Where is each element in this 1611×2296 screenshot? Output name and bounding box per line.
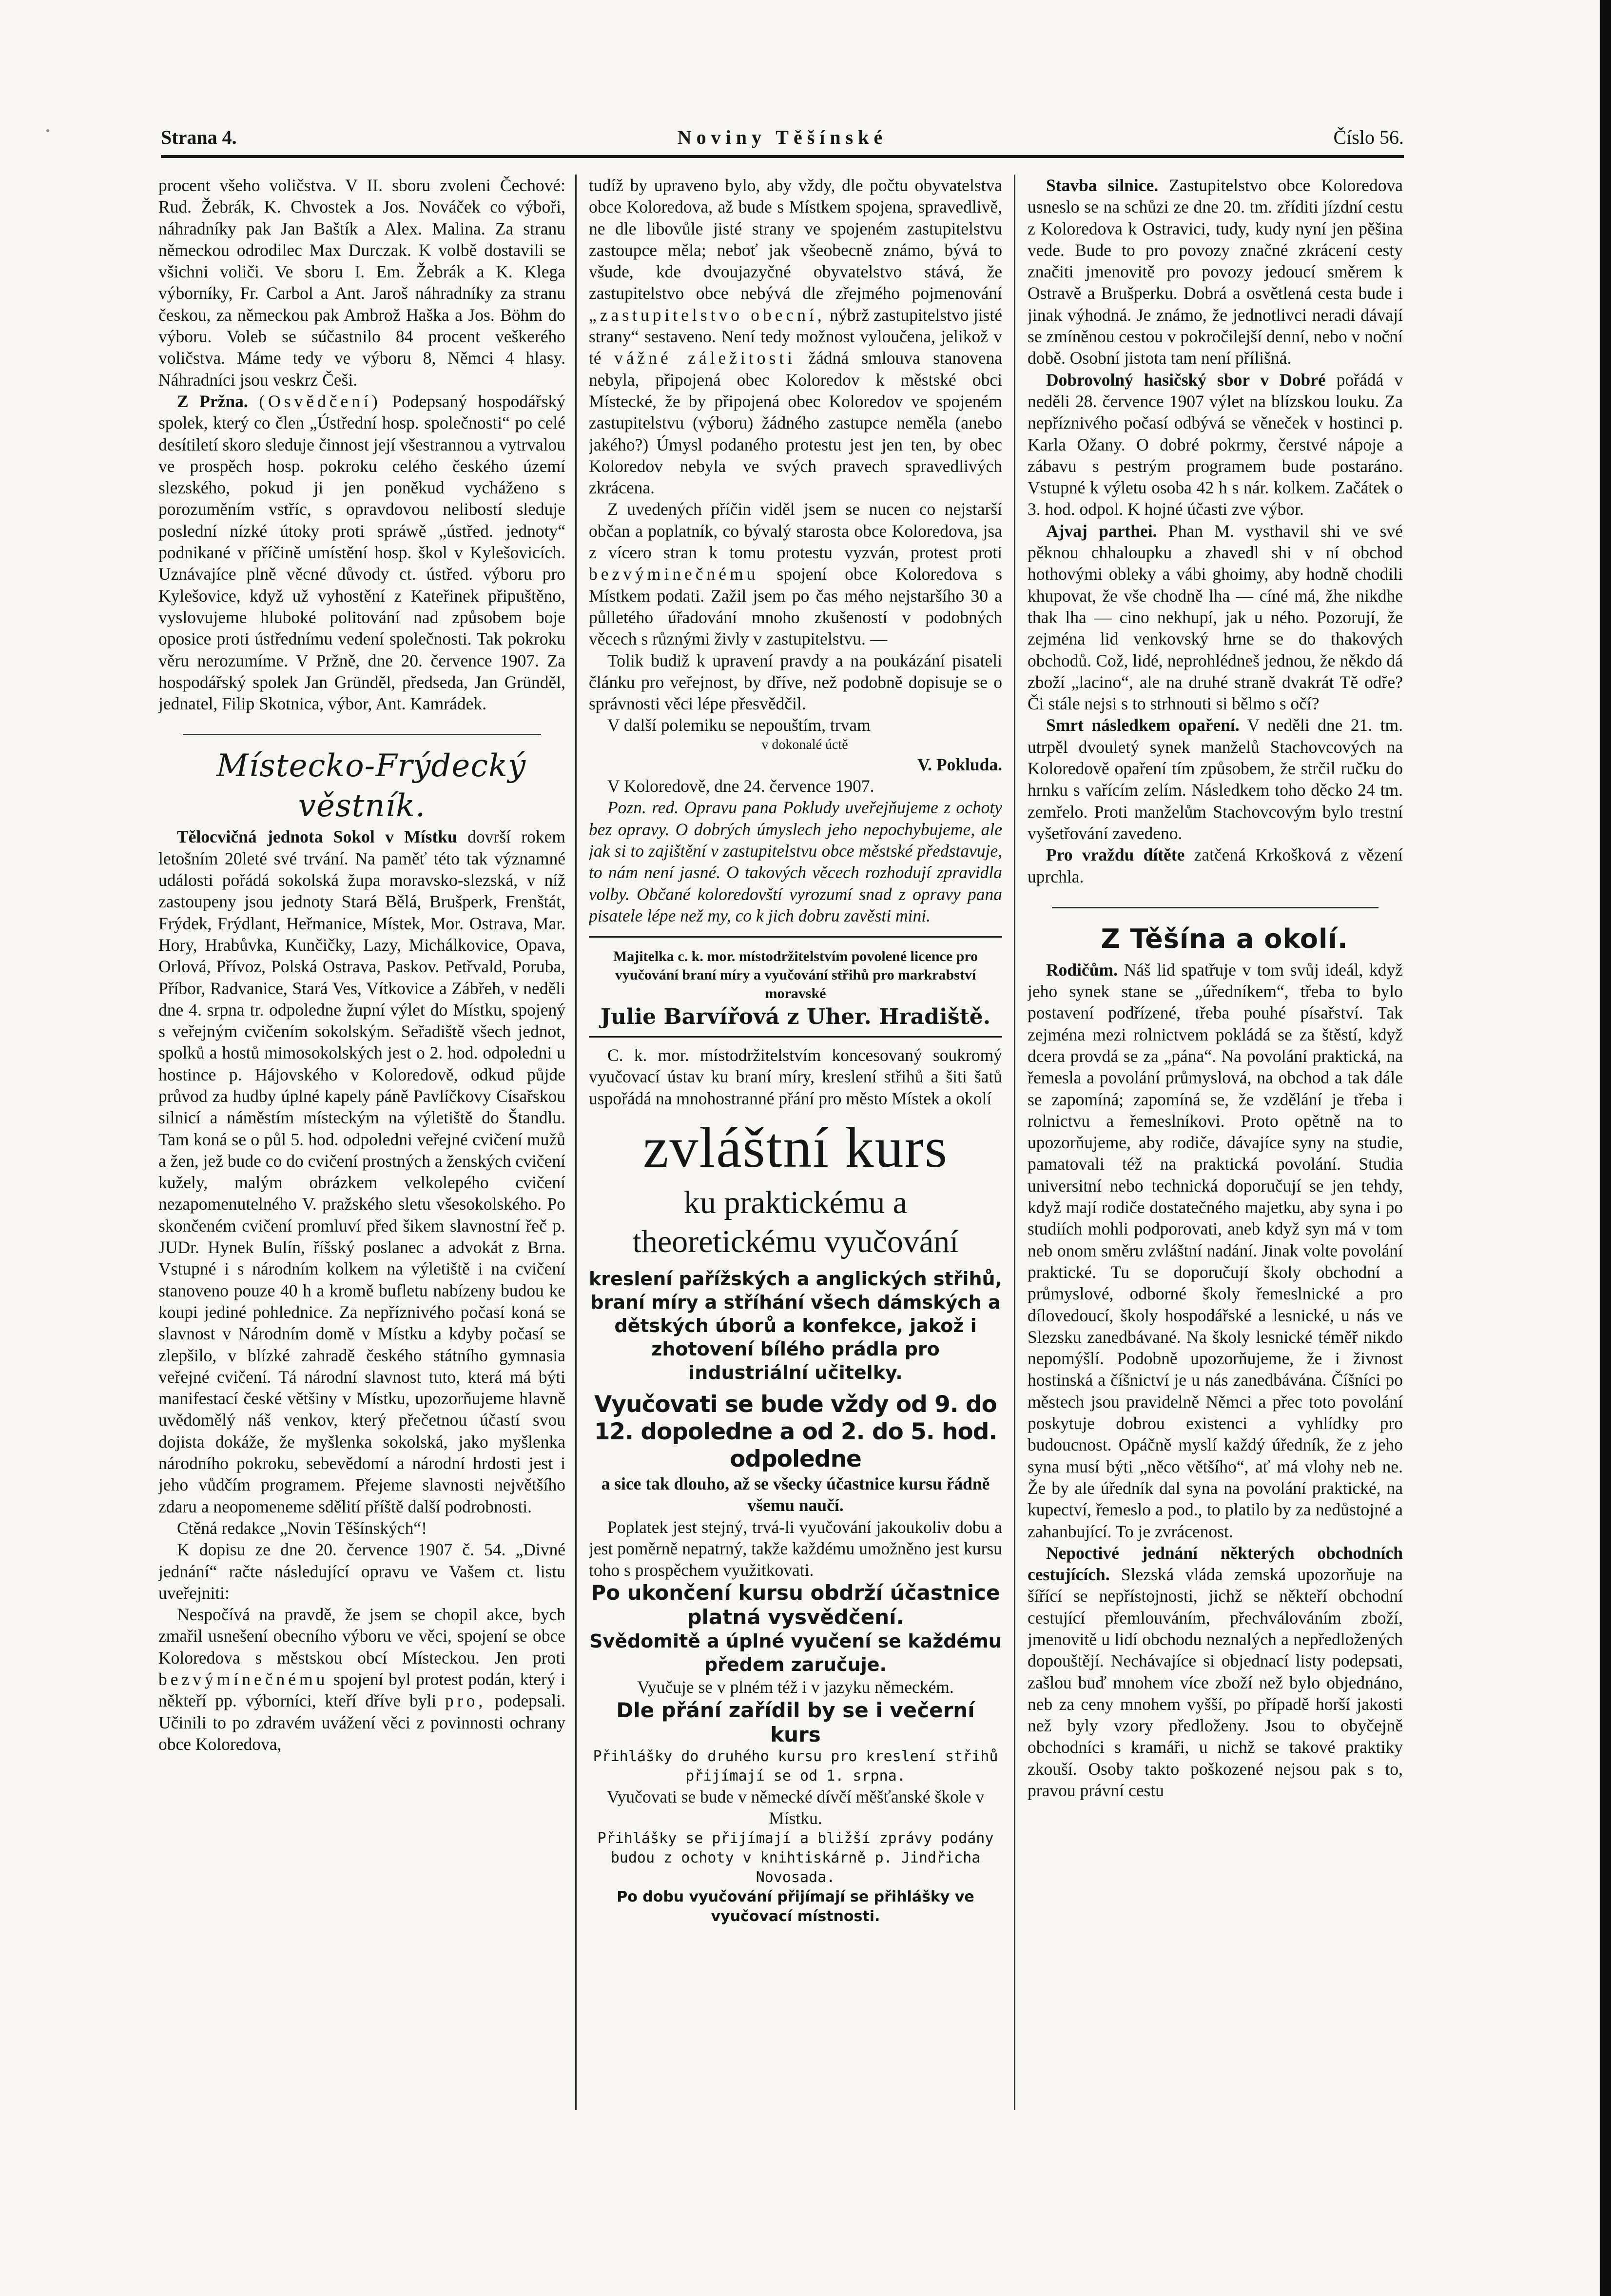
editorial-note: Pozn. red. Opravu pana Pokludy uveřejňujeme z ochoty bez opravy. O dobrých úmyslech jeho nepochybujeme, ale jak si to zajištění v zastupitelstvu obce městské představuje, to nám není jasné. O takových věcech rozhodují zpravidla volby. Občané koloredovští vyrozumí snad z opravy pana pisatele lépe než my, co k jich dobru zavěsti mini. <box>589 798 1002 925</box>
page-header <box>161 122 1404 151</box>
header-rule <box>161 155 1404 158</box>
article-firefighters <box>1028 369 1403 520</box>
ad-headline: zvláštní kurs <box>643 1115 948 1179</box>
scan-speck <box>46 129 49 132</box>
article-lead: Pro vraždu dítěte <box>1046 845 1185 865</box>
letter-text: spojení byl protest podán, který i někteří pp. výborníci, kteří dříve byli <box>158 1669 565 1711</box>
letter-paragraph <box>589 498 1002 649</box>
spaced-text: vážné záležitosti <box>614 348 796 368</box>
letter-text: Nespočívá na pravdě, že jsem se chopil akce, bych zmařil usnešení obecního výboru ve věci, spojení se obce Koloredova s městskou obcí Místeckou. Jen proti <box>158 1605 565 1668</box>
article-road <box>1028 175 1403 369</box>
letter-intro: K dopisu ze dne 20. července 1907 č. 54. „Divné jednání“ račte následující opravu ve Vašem ct. listu uveřejniti: <box>158 1540 565 1603</box>
ad-location: Vyučovati se bude v německé dívčí měšťanské škole v Místku. <box>606 1786 985 1828</box>
section-divider <box>183 734 541 735</box>
ad-duration: a sice tak dlouho, až se všecky účastnice kursu řádně všemu naučí. <box>601 1473 990 1515</box>
ad-certificate: Po ukončení kursu obdrží účastnice platná vysvědčení. <box>591 1581 1000 1629</box>
letter-text: podepsali. Učinili to po zdravém uvážení věci z povinnosti ochrany obce Koloredova, <box>158 1691 565 1754</box>
spaced-text: pro, <box>445 1691 486 1711</box>
ad-schedule: Vyučovati se bude vždy od 9. do 12. dopoledne a od 2. do 5. hod. odpoledne <box>594 1391 997 1472</box>
column-rule-2 <box>1014 175 1015 2110</box>
ad-guarantee: Svědomitě a úplné vyučení se každému předem zaručuje. <box>589 1630 1002 1676</box>
article-lead: Stavba silnice. <box>1046 176 1159 195</box>
article-body: zatčená Krkošková z vězení uprchla. <box>1028 845 1403 886</box>
ad-inner-divider <box>589 1036 1002 1038</box>
column-3 <box>1028 175 1403 2271</box>
article-lead: Nepoctivé jednání některých obchodních cestujících. <box>1028 1543 1403 1585</box>
article-parents <box>1028 959 1403 1542</box>
article-lead: Smrt následkem opaření. <box>1046 715 1240 735</box>
letter-place-date: V Koloredově, dne 24. července 1907. <box>607 776 874 796</box>
ad-subheadline: ku praktickému a theoretickému vyučování <box>632 1184 959 1259</box>
article-body: Náš lid spatřuje v tom svůj ideál, když jeho synek stane se „úředníkem“, třeba to bylo postavení podřízené, třeba pouhé písařství. Tak zejména mezi rolnictvem pokládá se za štěstí, když dcera provdá se za „pána“. Na povolání praktická, na řemesla a povolání průmyslová, na obchod a tak dále se zapomíná; zapomíná se, že vzdělání je třeba i rolnictvu a řemeslníkovi. Proto opětně na to upozorňujeme, aby rodiče, dávajíce syny na studie, pamatovali též na praktická povolání. Studia universitní nebo technická doporučují se jen tehdy, když mají rodiče dostatečného majetku, aby syna i po studiích mohli podporovati, aneb když syn má v tom neb onom směru zvláštní nadání. Jinak volte povolání praktické. Tu se doporučují školy obchodní a průmyslové, odborné školy řemeslnické a pro dílovedoucí, školy hospodářské a lesnické, u nás ve Slezsku zanedbávané. Na školy lesnické téměř nikdo nepomýšlí. Podobně upozorňujeme, že i živnost hostinská a číšnictví je u nás zanedbávána. Číšníci po městech jsou pravidelně Němci a přec toto povolání poskytuje dobrou existenci a vyhlídky pro budoucnost. Opáčně myslí každý úředník, že z jeho syna musí býti „něco většího“, ať má vlohy neb ne. Že by ale úředník dal syna na povolání praktické, na kupectví, řemeslo a pod., to platilo by za nedůstojné a zahanbující. To je zvrácenost. <box>1028 960 1403 1541</box>
letter-salutation: Ctěná redakce „Novin Těšínských“! <box>177 1518 427 1538</box>
letter-closing: V další polemiku se nepouštím, trvam <box>607 715 871 735</box>
spaced-text: (Osvědčení) <box>259 391 381 411</box>
letter-body <box>158 1604 565 1755</box>
article-body: Zastupitelstvo obce Koloredova usneslo se na schůzi ze dne 20. tm. zříditi jízdní cestu z Koloredova k Ostravici, tudy, kudy nyní jen pěšina vede. Bude to pro povozy značné zkrácení cesty značiti jmenovitě pro povozy jedoucí směrem k Ostravě a Brušperku. Dobrá a osvětlená cesta bude i jinak výhodná. Je známo, že jednotlivci neradi dávají se zmíněnou cestou v pokročilejší denní, nebo v noční době. Osobní jistota tam není přílišná. <box>1028 176 1403 368</box>
letter-signature: V. Pokluda. <box>917 754 1002 774</box>
ad-divider <box>589 936 1002 938</box>
ad-course-content: kreslení pařížských a anglických střihů, braní míry a stříhání všech dámských a dětských úborů a konfekce, jakož i zhotovení bílého prádla pro industriální učitelky. <box>589 1268 1002 1383</box>
scan-edge <box>1600 0 1611 2296</box>
ad-registration-place: Po dobu vyučování přijímají se přihlášky ve vyučovací místnosti. <box>617 1888 974 1925</box>
ad-intro: Majitelka c. k. mor. místodržitelstvím povolené licence pro vyučování braní míry a vyučování střihů pro markrabství moravské <box>613 948 978 1002</box>
column-1 <box>158 175 565 2271</box>
article-lead: Tělocvičná jednota Sokol v Místku <box>177 827 457 847</box>
letter-text: nýbrž zastupitelstvo jisté strany“ sestaveno. Není tedy možnost vyloučena, jelikož v té <box>589 305 1002 368</box>
letter-closing-formula: v dokonalé úctě <box>761 737 848 752</box>
letter-text: spojení obce Koloredova s Místkem podati. Zažil jsem po čas mého nejstaršího 30 a půlletého úřadování mnoho zkušeností v podobných věcech s různými živly v zastupitelstvu. — <box>589 564 1002 649</box>
letter-text: tudíž by upraveno bylo, aby vždy, dle počtu obyvatelstva obce Koloredova, až bude s Místkem spojena, spravedlivě, ne dle libovůle jisté strany ve spojeném zastupitelstvu zastoupce měla; neboť jak všeobecně známo, bývá to všude, kde dvoujazyčné obyvatelstvo stává, že zastupitelstvo obce nebývá dle zřejmého pojmenování <box>589 176 1002 303</box>
ad-fee: Poplatek jest stejný, trvá-li vyučování jakoukoliv dobu a jest poměrně nepatrný, takže každému umožněno jest kursu toho s prospěchem využitkovati. <box>589 1517 1002 1580</box>
article-election-end: procent všeho voličstva. V II. sboru zvoleni Čechové: Rud. Žebrák, K. Chvostek a Jos. Nováček co výboři, náhradníky pak Jan Baštík a Alex. Malina. Za stranu německou odrodilec Max Durczak. K volbě dostavili se všichni voliči. Ve sboru I. Em. Žebrák a K. Klega výborníky, Fr. Carbol a Ant. Jaroš náhradníky za stranu českou, za německou pak Ambrož Haška a Jos. Böhm do výboru. Voleb se súčastnilo 84 procent veškerého voličstva. Máme tedy ve výboru 8, Němci 4 hlasy. Náhradníci jsou veskrz Češi. <box>158 176 565 390</box>
issue-number: Číslo 56. <box>1333 126 1404 148</box>
spaced-text: bezvýminečnému <box>589 564 759 584</box>
article-murder <box>1028 844 1403 887</box>
article-body: Phan M. vysthavil shi ve své pěknou chhaloupku a zhavedl shi v ní obchod hothovými obleky a vábi ghoimy, aby hodně chodili khupovat, že vše chodně lha — cíné má, žhe nikdhe thak lha — cino nekhupí, jak u ného. Pozorují, že zejména lid venkovský hrne se do thakových obchodů. Což, lidé, neprohlédneš jednou, že někdo dá zboží „lacino“, ale na druhé straně dvakrát Tě odře? Či stále nejsi s to strhnouti si bělmo s očí? <box>1028 521 1403 714</box>
letter-text: žádná smlouva stanovena nebyla, připojená obec Koloredov k městské obci Místecké, že by připojená obec Koloredov ve spojeném zastupitelstvu (výboru) žádného zastupce neměla (anebo jakého?) Úmysl podaného protestu jest jen ten, by obec Koloredov nebyla ve svých pravech spravedlivých zkrácena. <box>589 348 1002 498</box>
ad-registration: Přihlášky do druhého kursu pro kreslení střihů přijímají se od 1. srpna. <box>593 1747 998 1785</box>
article-lead: Dobrovolný hasičský sbor v Dobré <box>1046 370 1326 390</box>
spaced-text: bezvýmínečnému <box>158 1669 329 1689</box>
article-ajvaj <box>1028 520 1403 715</box>
column-2 <box>589 175 1002 2271</box>
article-lead: Z Pržna. <box>177 391 248 411</box>
ad-info: Přihlášky se přijímají a bližší zprávy podány budou z ochoty v knihtiskárně p. Jindřicha Novosada. <box>597 1830 994 1886</box>
article-body: pořádá v neděli 28. července 1907 výlet na blízskou louku. Za nepříznivého počasí odbývá se věneček v hostinci p. Karla Ožany. O dobré pokrmy, čerstvé nápoje a zábavu s pestrým programem bude postaráno. Vstupné k výletu osoba 42 h s nár. kolkem. Začátek o 3. hod. odpol. K hojné účasti zve výbor. <box>1028 370 1403 519</box>
page-number: Strana 4. <box>161 126 237 148</box>
section-divider <box>1052 907 1378 908</box>
ad-owner: Julie Barvířová z Uher. Hradiště. <box>600 1004 991 1030</box>
article-sokol <box>158 826 565 1517</box>
article-salesmen <box>1028 1542 1403 1802</box>
article-lead: Rodičům. <box>1046 960 1118 980</box>
article-przno <box>158 391 565 714</box>
article-lead: Ajvaj parthei. <box>1046 521 1157 541</box>
letter-paragraph: Tolik budiž k upravení pravdy a na poukázání pisateli článku pro veřejnost, by dříve, než podobně dopisuje se o správnosti věci lépe přesvědčil. <box>589 650 1002 714</box>
article-body: Podepsaný hospodářský spolek, který co člen „Ústřední hosp. společnosti“ po celé desítiletí skoro sleduje činnost její všestrannou a vytrvalou ve prospěch hosp. pokroku celého českého území slezského, pokud ji jen poněkud vycháženo s porozuměním vstříc, s opravdovou nelibostí sleduje poslední nízké útoky proti spráwě „ústřed. jednoty“ podnikané v příčině umístění hosp. škol v Kylešovicích. Uznávajíce plně věcné důvody ct. ústřed. výboru pro Kylešovice, když už vyhostění z Kateřinek připuštěno, vyslovujeme hluboké politování nad způsobem boje oposice proti ústřednímu vedení společnosti. Tak pokroku věru nerozumíme. V Pržně, dne 20. července 1907. Za hospodářský spolek Jan Gründěl, předseda, Jan Gründěl, jednatel, Filip Skotnica, výbor, Ant. Kamrádek. <box>158 391 565 714</box>
ad-language: Vyučuje se v plném též i v jazyku německém. <box>637 1677 954 1697</box>
letter-continuation <box>589 175 1002 498</box>
article-body: V neděli dne 21. tm. utrpěl dvouletý synek manželů Stachovcových na Koloredově opaření tím způsobem, že strčil ručku do hrnku s vařícím zelím. Následkem toho děcko 24 tm. zemřelo. Proti manželům Stachovcovým bylo trestní vyšetřování zavedeno. <box>1028 715 1403 843</box>
section-title-mistecko: Místecko-Frýdecký věstník. <box>216 748 526 824</box>
section-title-tesin: Z Těšína a okolí. <box>1101 923 1348 954</box>
advertisement <box>589 947 1002 1926</box>
spaced-text: „zastupitelstvo obecní, <box>589 305 825 325</box>
ad-evening-course: Dle přání zařídil by se i večerní kurs <box>616 1698 975 1747</box>
letter-text: Z uvedených příčin viděl jsem se nucen co nejstarší občan a poplatník, co bývalý starosta obce Koloredova, jsa z vícero stran k tomu protestu vyzván, protest proti <box>589 499 1002 563</box>
article-body: dovrší rokem letošním 20leté své trvání. Na paměť této tak významné události pořádá sokolská župa moravsko-slezská, v níž zastoupeny jsou jednoty Stará Bělá, Brušperk, Frenštát, Frýdek, Frýdlant, Heřmanice, Místek, Mor. Ostrava, Mar. Hory, Hrabůvka, Kunčičky, Lazy, Michálkovice, Opava, Orlová, Přívoz, Polská Ostrava, Paskov. Petřvald, Poruba, Příbor, Radvanice, Stará Ves, Vítkovice a Zábřeh, v neděli dne 4. srpna tr. odpoledne župní výlet do Místku, spojený s veřejným cvičením sokolským. Seřadiště všech jednot, spolků a hostů mimosokolských jest o 2. hod. odpoledni u hostince p. Hájovského v Koloredově, odkud půjde průvod za hudby úplné kapely páně Pavlíčkovy Císařskou silnicí a náměstím místeckým na výletiště do Štandlu. Tam koná se o půl 5. hod. odpoledni veřejné cvičení mužů a žen, jež bude co do cvičení prostných a ženských cvičení kužely, malým obrázkem velkolepého cvičení nezapomenutelného V. pražského sletu všesokolského. Po skončeném cvičení promluví před šikem slavnostní řeč p. JUDr. Hynek Bulín, říšský poslanec a advokát z Brna. Vstupné i s národním kolkem na výletiště i na cvičení stanoveno pouze 40 h a kromě bufletu nabízeny budou ke koupi jediné pohlednice. Za nepříznivého počasí koná se slavnost v Národním domě v Místku a kdyby počasí se zlepšilo, v blízké zahradě českého státního gymnasia veřejné cvičení. Tá národní slavnost tuto, která má býti manifestací české většiny v Místku, upozorňujeme hlavně uvědomělý náš venkov, který přečetnou účastí svou dojista dokáže, že myšlenka sokolská, jako myšlenka národního pokroku, sebevědomí a národní hrdosti jest i jeho vůdčím programem. Přejeme slavnosti největšího zdaru a neopomeneme sdělití příště další podrobnosti. <box>158 827 565 1516</box>
ad-paragraph: C. k. mor. místodržitelstvím koncesovaný soukromý vyučovací ústav ku braní míry, kreslení střihů a šiti šatů uspořádá na mnohostranné přání pro město Místek a okolí <box>589 1045 1002 1108</box>
newspaper-title: Noviny Těšínské <box>677 126 888 148</box>
article-body: Slezská vláda zemská upozorňuje na šířící se nepřístojnosti, jichž se někteří obchodní cestující přemlouváním, přechválováním zboží, jmenovitě u lidí obchodu neznalých a nepředložených dopouštějí. Nechávajíce si objednací listy podepsati, zašlou buď mnohem více zboží než bylo objednáno, neb za ceny mnohem vyšší, po případě horší jakosti než byly vzory předloženy. Jsou to obyčejně obchodníci s kramáři, u nichž se takové praktiky zkouší. Osoby takto poškozené nejsou pak s to, pravou právní cestu <box>1028 1565 1403 1801</box>
column-rule-1 <box>575 175 577 2110</box>
article-scalding <box>1028 714 1403 844</box>
